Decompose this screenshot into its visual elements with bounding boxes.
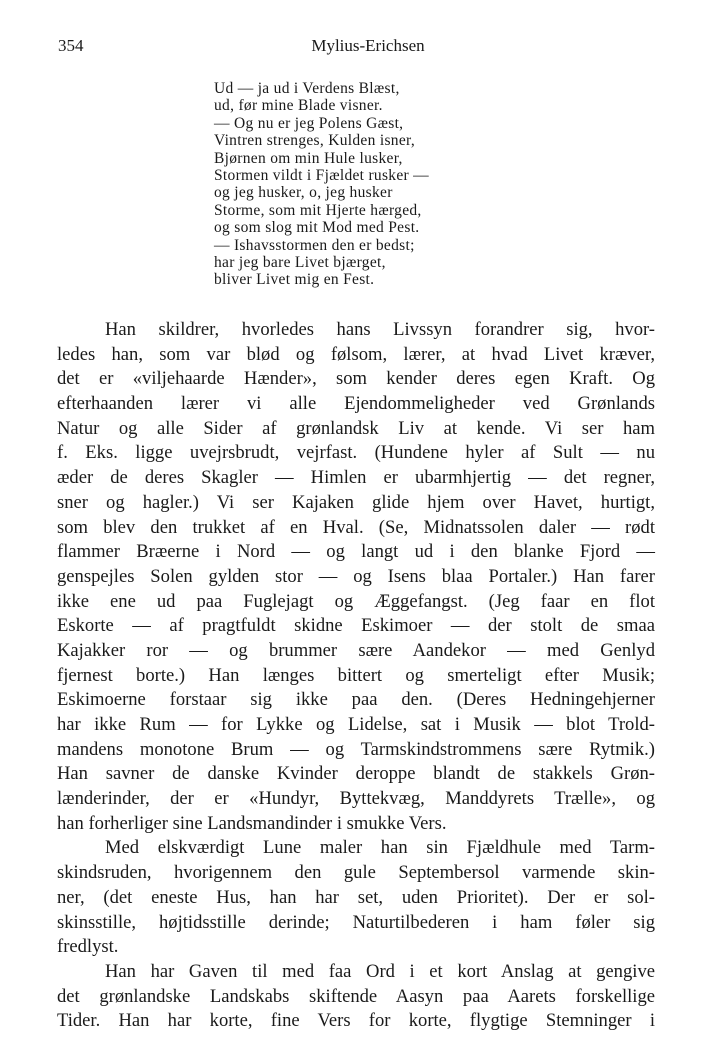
paragraph-line: Med elskværdigt Lune maler han sin Fjældhule med Tarm- — [105, 837, 655, 859]
paragraph-line: Eskimoerne forstaar sig ikke paa den. (Deres Hedningehjerner — [57, 689, 655, 711]
paragraph-line: Han skildrer, hvorledes hans Livssyn forandrer sig, hvor- — [105, 319, 655, 340]
paragraph-line: fjernest borte.) Han længes bittert og smerteligt efter Musik; — [57, 664, 655, 686]
poem-line: — Og nu er jeg Polens Gæst, — [214, 114, 404, 132]
poem-line: — Ishavsstormen den er bedst; — [214, 236, 415, 254]
paragraph-line: skinsstille, højtidsstille derinde; Naturtilbederen i ham føler sig — [57, 911, 655, 933]
running-head: Mylius-Erichsen — [311, 36, 425, 55]
poem-line: Stormen vildt i Fjældet rusker — — [214, 167, 429, 185]
poem-line: Storme, som mit Hjerte hærged, — [214, 201, 422, 219]
paragraph-line: ner, (det eneste Hus, han har set, uden Prioritet). Der er sol- — [57, 886, 655, 908]
body-text — [57, 318, 655, 1034]
paragraph-line: sner og hagler.) Vi ser Kajaken glide hjem over Havet, hurtigt, — [57, 491, 655, 513]
poem-line: bliver Livet mig en Fest. — [214, 271, 375, 289]
poem-line: og jeg husker, o, jeg husker — [214, 184, 393, 202]
paragraph-line: lænderinder, der er «Hundyr, Byttekvæg, Manddyrets Trælle», og — [57, 788, 655, 810]
poem-line: har jeg bare Livet bjærget, — [214, 254, 386, 272]
paragraph-line: som blev den trukket af en Hval. (Se, Midnatssolen daler — rødt — [57, 516, 655, 538]
paragraph-line: han forherliger sine Landsmandinder i smukke Vers. — [57, 812, 447, 834]
poem-line: ud, før mine Blade visner. — [214, 97, 383, 115]
paragraph-line: f. Eks. ligge uvejrsbrudt, vejrfast. (Hundene hyler af Sult — nu — [57, 442, 655, 464]
paragraph-line: efterhaanden lærer vi alle Ejendommeligheder ved Grønlands — [57, 393, 655, 415]
paragraph-line: skindsruden, hvorigennem den gule Septembersol varmende skin- — [57, 862, 655, 884]
poem-line: Vintren strenges, Kulden isner, — [214, 132, 416, 150]
paragraph-line: Eskorte — af pragtfuldt skidne Eskimoer — der stolt de smaa — [57, 615, 655, 637]
paragraph-line: Kajakker ror — og brummer sære Aandekor — med Genlyd — [57, 639, 655, 661]
paragraph-line: det er «viljehaarde Hænder», som kender deres egen Kraft. Og — [57, 368, 655, 390]
paragraph-line: har ikke Rum — for Lykke og Lidelse, sat i Musik — blot Trold- — [57, 714, 655, 735]
paragraph-line: det grønlandske Landskabs skiftende Aasyn paa Aarets forskellige — [57, 985, 655, 1007]
paragraph-line: Han har Gaven til med faa Ord i et kort Anslag at gengive — [105, 960, 655, 982]
poem-line: Bjørnen om min Hule lusker, — [214, 149, 403, 167]
paragraph-line: Han savner de danske Kvinder deroppe blandt de stakkels Grøn- — [57, 763, 655, 785]
paragraph-line: mandens monotone Brum — og Tarmskindstrommens sære Rytmik.) — [57, 738, 655, 760]
paragraph-line: ledes han, som var blød og følsom, lærer, at hvad Livet kræver, — [57, 343, 655, 365]
paragraph-line: genspejles Solen gylden stor — og Isens blaa Portaler.) Han farer — [57, 565, 655, 587]
poem-line: og som slog mit Mod med Pest. — [214, 219, 420, 237]
paragraph-line: æder de deres Skagler — Himlen er ubarmhjertig — det regner, — [57, 467, 655, 489]
paragraph-line: Tider. Han har korte, fine Vers for korte, flygtige Stemninger i — [57, 1010, 655, 1032]
poem-line: Ud — ja ud i Verdens Blæst, — [214, 80, 400, 97]
paragraph-line: flammer Bræerne i Nord — og langt ud i den blanke Fjord — — [57, 541, 655, 563]
page-number: 354 — [58, 36, 84, 55]
page-header — [58, 36, 658, 58]
paragraph-line: ikke ene ud paa Fuglejagt og Æggefangst. (Jeg faar en flot — [57, 590, 655, 612]
paragraph-line: Natur og alle Sider af grønlandsk Liv at kende. Vi ser ham — [57, 417, 655, 439]
poem-block — [214, 80, 429, 289]
paragraph-line: fredlyst. — [57, 936, 119, 958]
